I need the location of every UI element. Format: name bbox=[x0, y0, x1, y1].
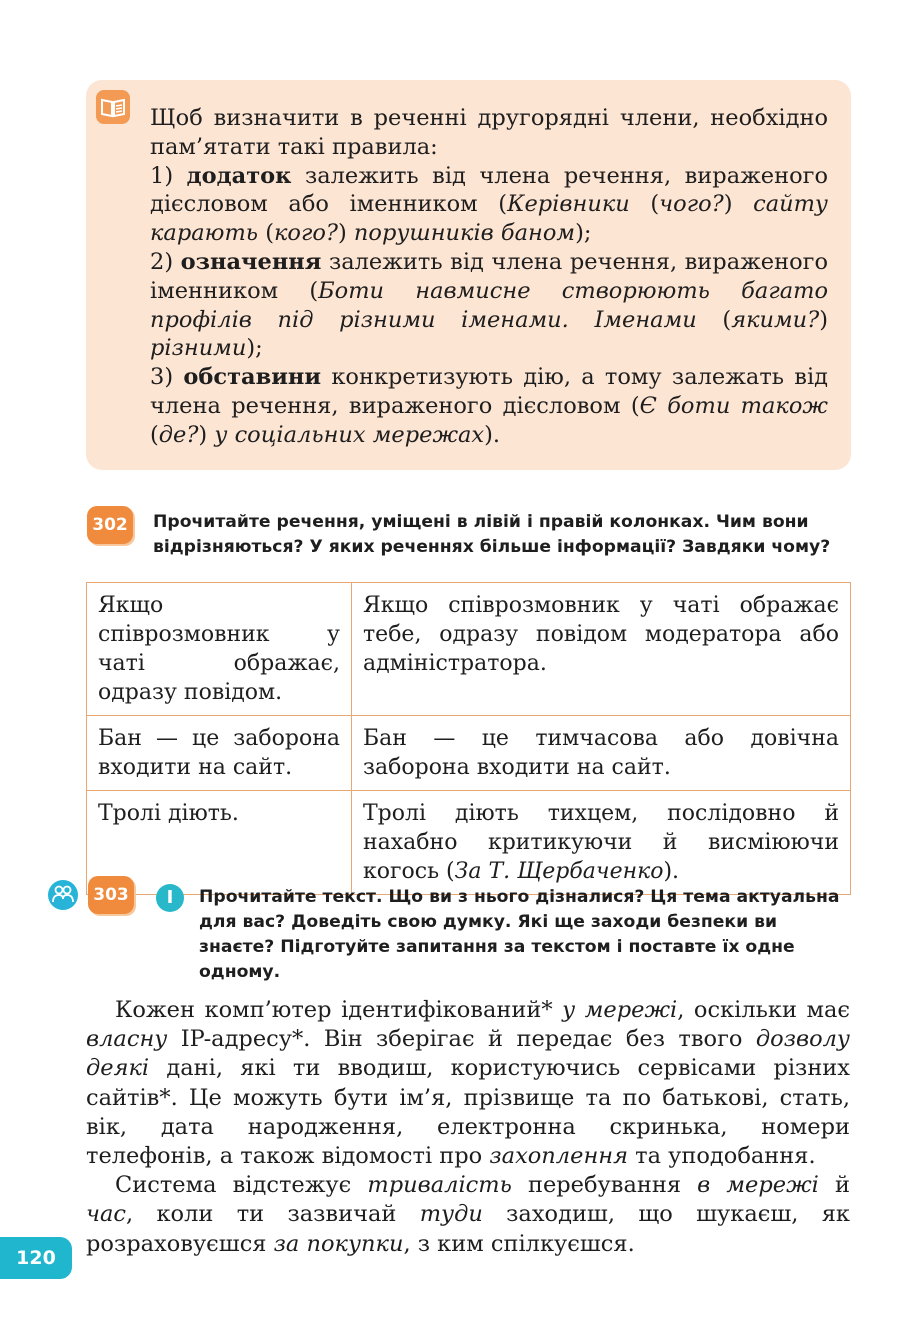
comparison-table bbox=[86, 582, 851, 895]
rule-text bbox=[150, 104, 828, 450]
task-302-badge: 302 bbox=[87, 506, 133, 544]
info-icon: І bbox=[156, 884, 184, 912]
body-text bbox=[86, 996, 850, 1259]
table-row bbox=[87, 583, 851, 716]
rule-item-2: 2) означення залежить від члена речення, вираженого іменником (Боти навмисне створюють багато профілів під різними іменами. Іменами (якими?) різними); bbox=[150, 248, 829, 362]
group-work-icon bbox=[48, 880, 78, 910]
paragraph: Кожен комп’ютер ідентифікований* у мережі, оскільки має власну IP-адресу*. Він зберігає й передає без твого дозволу деякі дані, які ти вводиш, користуючись сервісами різних сайтів*. Це можуть бути ім’я, прізвище та по батькові, стать, вік, дата народження, електронна скринька, номери телефонів, а також відомості про захоплення та уподобання. bbox=[86, 997, 851, 1170]
table-row bbox=[87, 716, 851, 791]
task-303-text: Прочитайте текст. Що ви з нього дізналися? Ця тема актуальна для вас? Доведіть свою думку. Які ще заходи безпеки ви знаєте? Підготуйте запитання за текстом і поставте їх одне одному. bbox=[199, 887, 840, 982]
task-303-badge: 303 bbox=[88, 876, 134, 914]
page-number: 120 bbox=[0, 1237, 72, 1279]
rule-intro: Щоб визначити в реченні другорядні члени, необхідно пам’ятати такі правила: bbox=[150, 105, 828, 160]
rule-item-1: 1) додаток залежить від члена речення, вираженого дієсловом або іменником (Керівники (чого?) сайту карають (кого?) порушників баном); bbox=[150, 162, 829, 247]
table-cell-left: Бан — це заборона входити на сайт. bbox=[87, 716, 352, 791]
table-cell-right: Тролі діють тихцем, послідовно й нахабно критикуючи й висміюючи когось (За Т. Щербаченко). bbox=[352, 791, 851, 895]
task-302-text: Прочитайте речення, уміщені в лівій і правій колонках. Чим вони відрізняються? У яких реченнях більше інформації? Завдяки чому? bbox=[153, 512, 831, 557]
paragraph: Система відстежує тривалість перебування в мережі й час, коли ти зазвичай туди заходиш, що шукаєш, як розраховуєшся за покупки, з ким спілкуєшся. bbox=[86, 1172, 850, 1257]
book-icon bbox=[96, 90, 130, 124]
rule-item-3: 3) обставини конкретизують дію, а тому залежать від члена речення, вираженого дієсловом (Є боти також (де?) у соціальних мережах). bbox=[150, 364, 828, 448]
table-cell-right: Якщо співрозмовник у чаті ображає тебе, одразу повідом модератора або адміністратора. bbox=[352, 583, 851, 716]
table-cell-left: Тролі діють. bbox=[87, 791, 352, 895]
table-cell-left: Якщо співрозмовник у чаті ображає, одразу повідом. bbox=[87, 583, 352, 716]
table-cell-right: Бан — це тимчасова або довічна заборона входити на сайт. bbox=[352, 716, 851, 791]
table-row bbox=[87, 791, 851, 895]
